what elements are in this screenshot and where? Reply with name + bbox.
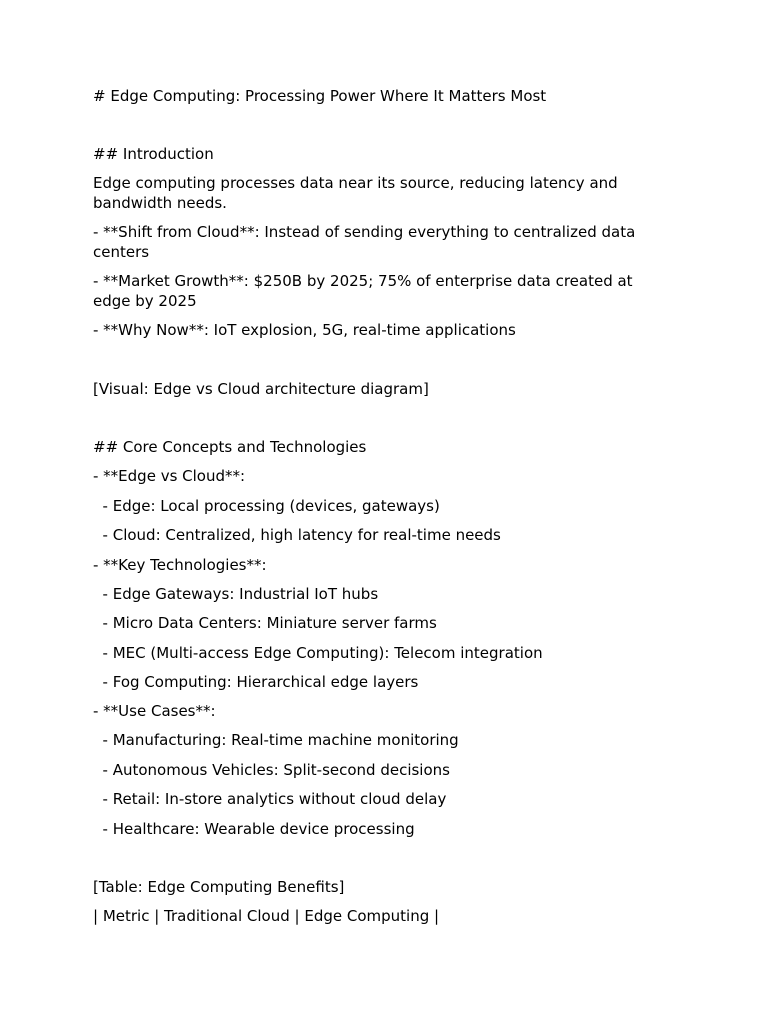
table-placeholder: [Table: Edge Computing Benefits] bbox=[93, 878, 345, 896]
core-list-item: - Micro Data Centers: Miniature server farms bbox=[93, 614, 437, 632]
core-list-item: - MEC (Multi-access Edge Computing): Telecom integration bbox=[93, 644, 543, 662]
document-title: # Edge Computing: Processing Power Where It Matters Most bbox=[93, 87, 547, 105]
core-list-item: - Cloud: Centralized, high latency for real-time needs bbox=[93, 526, 501, 544]
core-heading: ## Core Concepts and Technologies bbox=[93, 438, 367, 456]
core-list-item: - **Edge vs Cloud**: bbox=[93, 467, 246, 485]
intro-bullet: - **Why Now**: IoT explosion, 5G, real-time applications bbox=[93, 321, 516, 339]
core-list-item: - Edge: Local processing (devices, gateways) bbox=[93, 497, 440, 515]
intro-paragraph: Edge computing processes data near its source, reducing latency and bandwidth needs. bbox=[93, 174, 623, 212]
core-list-item: - Healthcare: Wearable device processing bbox=[93, 820, 415, 838]
core-list-item: - **Key Technologies**: bbox=[93, 556, 267, 574]
core-list-item: - **Use Cases**: bbox=[93, 702, 216, 720]
core-list-item: - Manufacturing: Real-time machine monitoring bbox=[93, 731, 459, 749]
intro-bullet: - **Shift from Cloud**: Instead of sending everything to centralized data centers bbox=[93, 223, 641, 261]
intro-heading: ## Introduction bbox=[93, 145, 214, 163]
table-header-row: | Metric | Traditional Cloud | Edge Computing | bbox=[93, 907, 440, 925]
core-list-item: - Retail: In-store analytics without cloud delay bbox=[93, 790, 447, 808]
core-list-item: - Fog Computing: Hierarchical edge layers bbox=[93, 673, 419, 691]
intro-bullet: - **Market Growth**: $250B by 2025; 75% of enterprise data created at edge by 2025 bbox=[93, 272, 638, 310]
core-list-item: - Edge Gateways: Industrial IoT hubs bbox=[93, 585, 379, 603]
visual-placeholder: [Visual: Edge vs Cloud architecture diagram] bbox=[93, 380, 429, 398]
core-list-item: - Autonomous Vehicles: Split-second decisions bbox=[93, 761, 450, 779]
